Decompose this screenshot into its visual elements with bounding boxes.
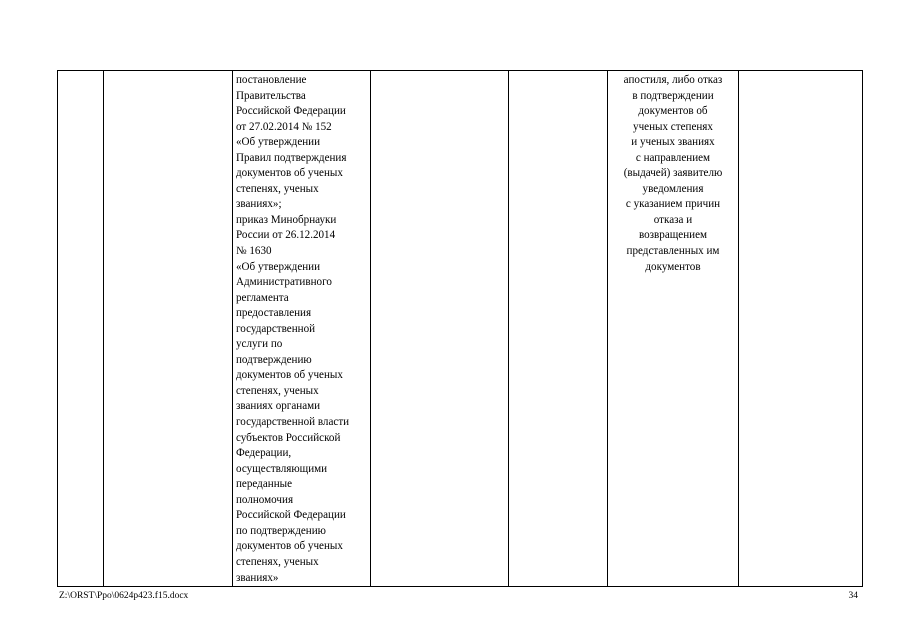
- text-line: Административного: [236, 276, 332, 289]
- text-line: предоставления: [236, 307, 312, 320]
- table-row: [58, 71, 863, 587]
- text-line: приказ Минобрнауки: [236, 213, 337, 226]
- text-line: услуги по: [236, 338, 283, 351]
- text-line: Правительства: [236, 89, 306, 102]
- text-line: государственной: [236, 322, 316, 335]
- table-cell-service-name: [104, 71, 233, 587]
- text-line: полномочия: [236, 493, 294, 506]
- text-line: переданные: [236, 478, 293, 491]
- text-line: документов: [645, 260, 701, 273]
- text-line: документов об ученых: [236, 167, 343, 180]
- text-line: с направлением: [635, 151, 711, 164]
- text-line: регламента: [236, 291, 289, 304]
- text-line: от 27.02.2014 № 152: [236, 120, 332, 133]
- text-line: степенях, ученых: [236, 555, 319, 568]
- text-line: документов об: [638, 105, 708, 118]
- text-line: № 1630: [236, 245, 272, 258]
- page-number: 34: [848, 591, 858, 601]
- text-line: ученых степенях: [633, 120, 713, 133]
- text-line: (выдачей) заявителю: [623, 167, 723, 180]
- table-cell-empty-7: [739, 71, 863, 587]
- table-cell-empty-5: [509, 71, 608, 587]
- text-line: осуществляющими: [236, 462, 328, 475]
- text-line: званиях органами: [236, 400, 321, 413]
- table-cell-empty-4: [371, 71, 509, 587]
- table-cell-number: [58, 71, 104, 587]
- text-line: званиях»;: [236, 198, 282, 211]
- text-line: Правил подтверждения: [236, 151, 347, 164]
- text-line: государственной власти: [236, 416, 350, 429]
- text-line: Федерации,: [236, 447, 292, 460]
- text-line: подтверждению: [236, 353, 312, 366]
- text-line: и ученых званиях: [631, 136, 715, 149]
- text-line: званиях»: [236, 571, 279, 584]
- text-line: по подтверждению: [236, 524, 326, 537]
- text-line: документов об ученых: [236, 540, 343, 553]
- table-cell-legal-basis: [233, 71, 371, 587]
- text-line: с указанием причин: [625, 198, 721, 211]
- text-line: документов об ученых: [236, 369, 343, 382]
- text-line: в подтверждении: [632, 89, 714, 102]
- text-line: возвращением: [638, 229, 708, 242]
- result-text: [611, 73, 735, 275]
- document-table: [57, 70, 863, 587]
- text-line: Российской Федерации: [236, 105, 346, 118]
- text-line: степенях, ученых: [236, 182, 319, 195]
- text-line: представленных им: [626, 245, 720, 258]
- text-line: постановление: [236, 74, 307, 86]
- text-line: России от 26.12.2014: [236, 229, 336, 242]
- text-line: степенях, ученых: [236, 384, 319, 397]
- text-line: отказа и: [653, 213, 693, 226]
- text-line: уведомления: [642, 182, 704, 195]
- text-line: апостиля, либо отказ: [623, 74, 723, 86]
- text-line: субъектов Российской: [236, 431, 341, 444]
- text-line: «Об утверждении: [236, 136, 321, 149]
- footer-file-path: Z:\ORST\Ppo\0624p423.f15.docx: [59, 591, 189, 601]
- table-cell-result: [608, 71, 739, 587]
- legal-basis-text: [236, 73, 367, 586]
- text-line: Российской Федерации: [236, 509, 346, 522]
- text-line: «Об утверждении: [236, 260, 321, 273]
